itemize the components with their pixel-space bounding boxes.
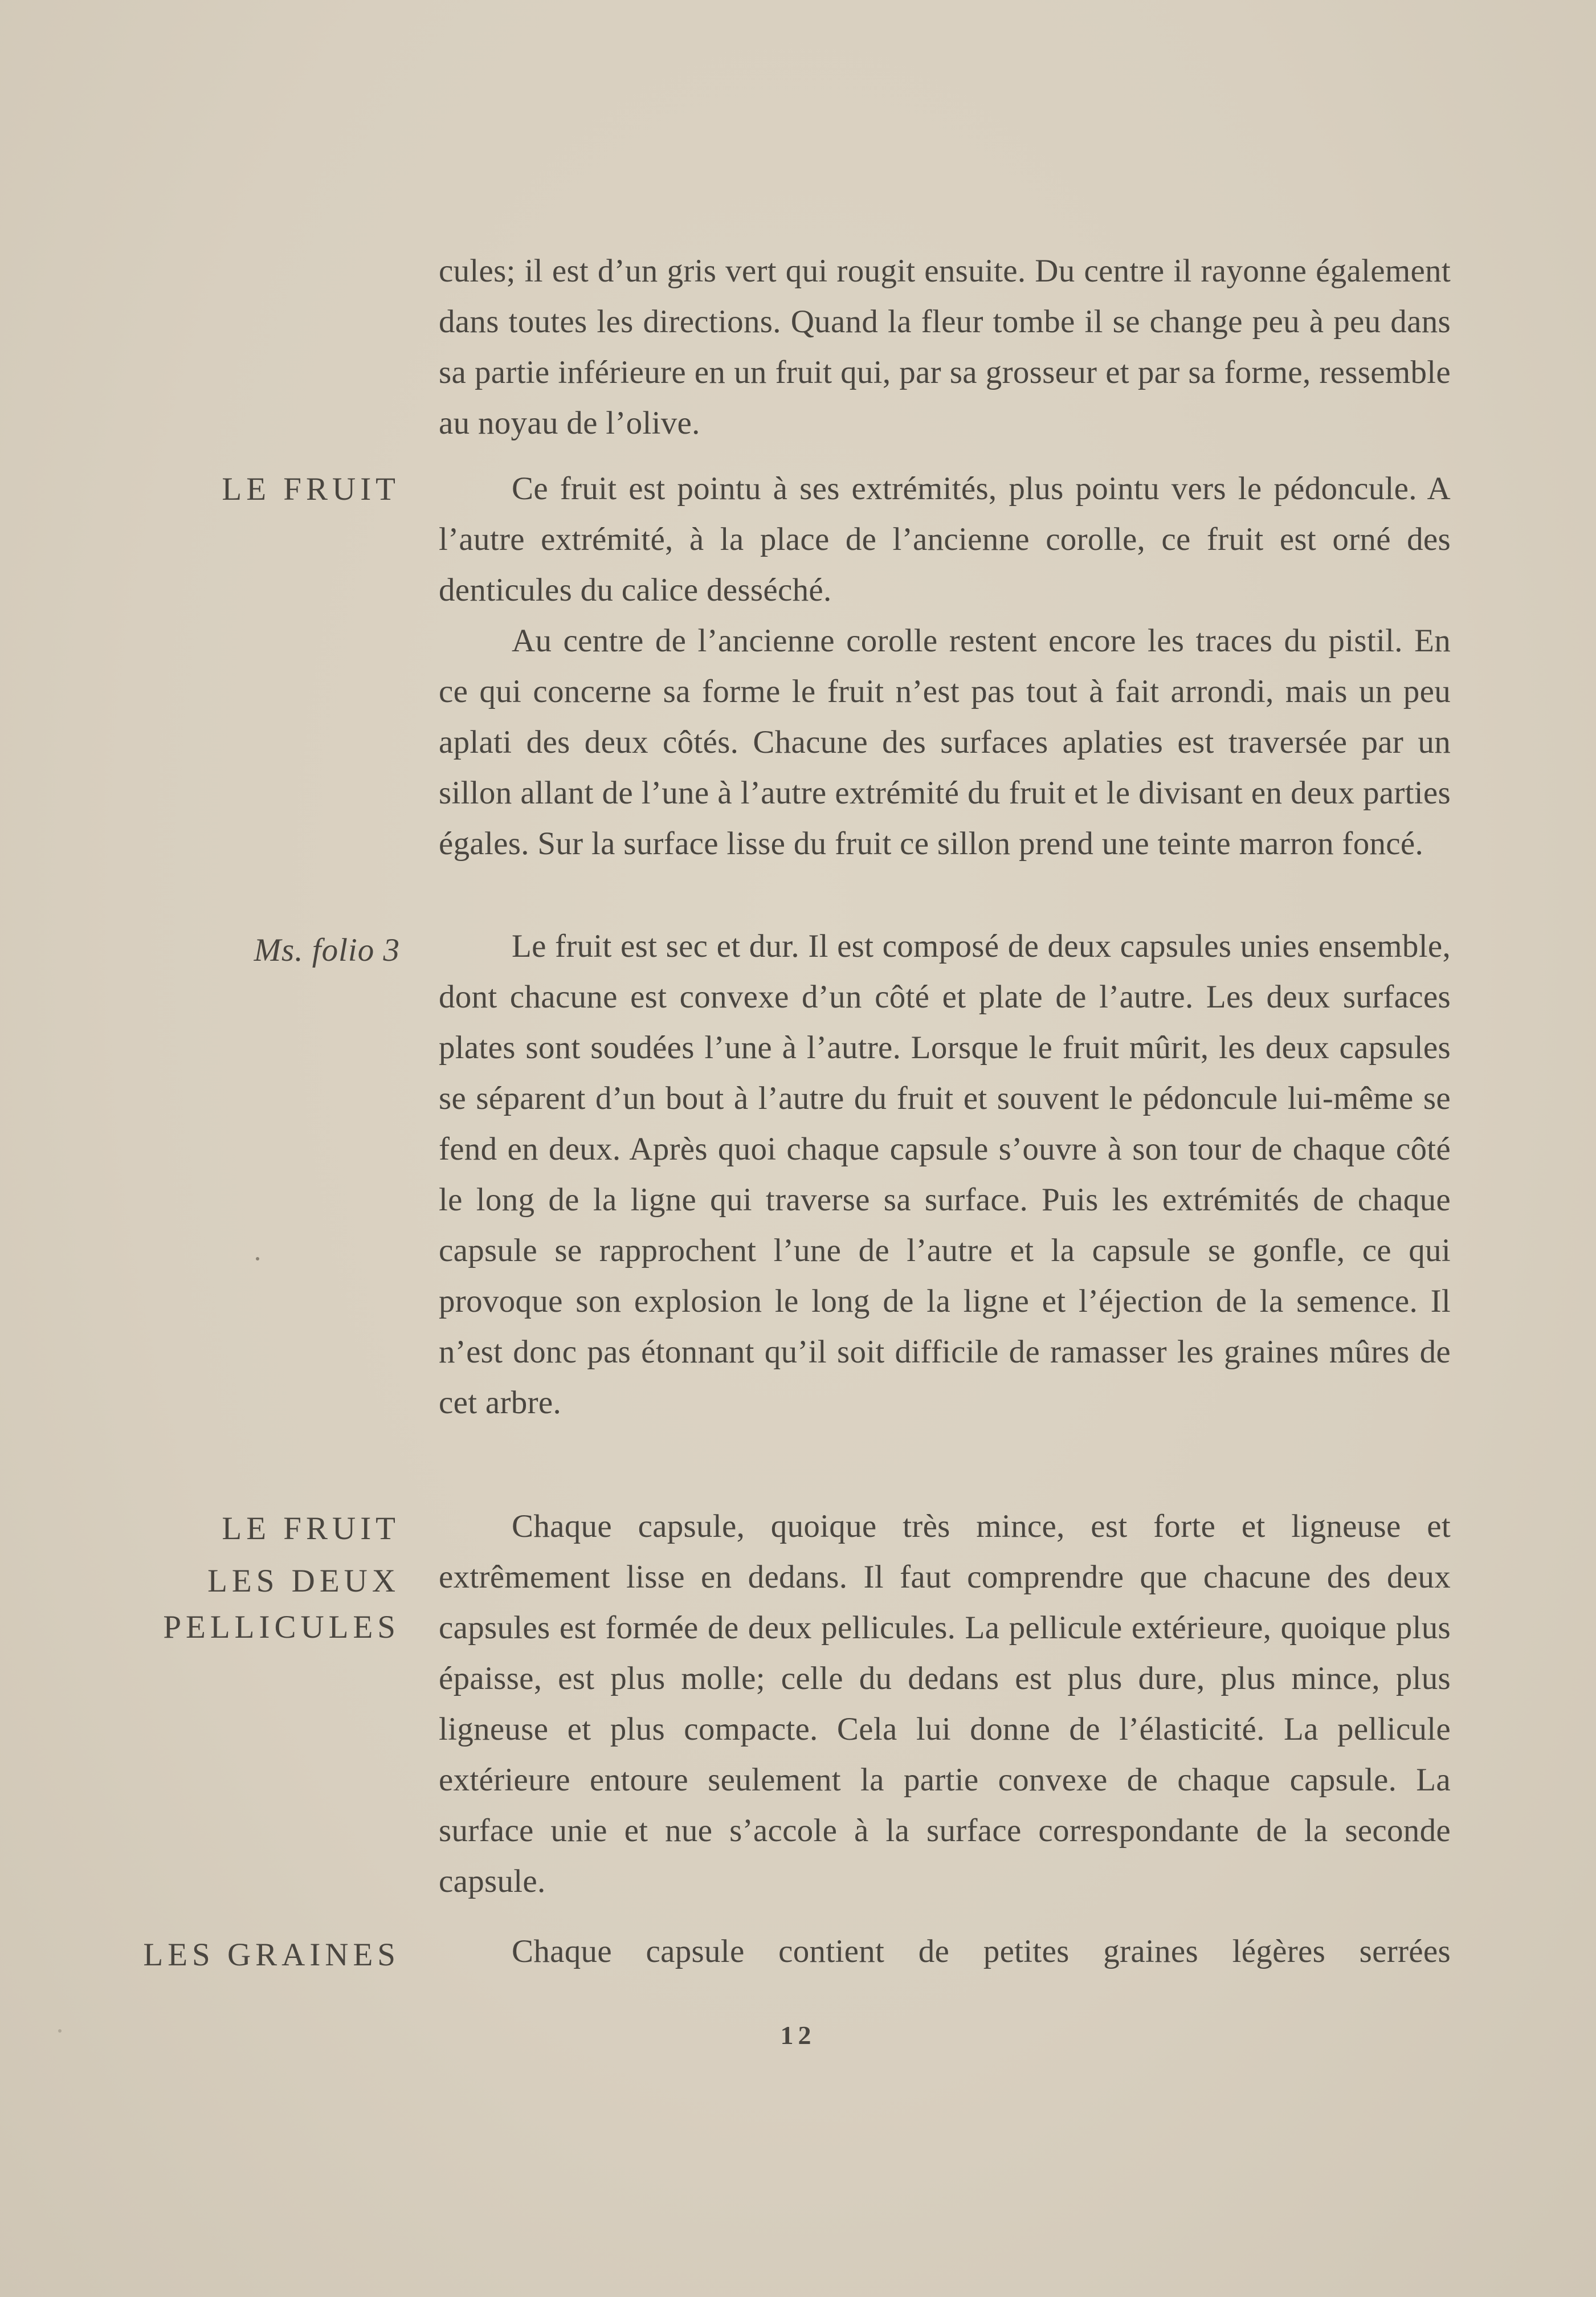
margin-note-ms-folio: Ms. folio 3	[254, 932, 400, 968]
ink-speck	[256, 1257, 259, 1260]
margin-note-le-fruit: LE FRUIT	[222, 471, 400, 507]
page-number: 12	[780, 2021, 816, 2050]
margin-note-le-fruit-2: LE FRUIT	[222, 1511, 400, 1547]
paragraph-pistil: Au centre de l’ancienne corolle restent encore les traces du pistil. En ce qui concerne sa forme le fruit n’est pas tout à fait arrondi, mais un peu aplati des deux côtés. Chacune des surfaces aplaties est traversée par un sillon allant de l’une à l’autre extrémité du fruit et le divisant en deux parties égales. Sur la surface lisse du fruit ce sillon prend une teinte marron foncé.	[439, 623, 1451, 862]
margin-note-les-graines: LES GRAINES	[143, 1937, 400, 1973]
paragraph-capsules: Le fruit est sec et dur. Il est composé de deux capsules unies ensemble, dont chacune est convexe d’un côté et plate de l’autre. Les deux surfaces plates sont soudées l’une à l’autre. Lorsque le fruit mûrit, les deux capsules se séparent d’un bout à l’autre du fruit et souvent le pédoncule lui-même se fend en deux. Après quoi chaque capsule s’ouvre à son tour de chaque côté le long de la ligne qui traverse sa surface. Puis les extrémités de chaque capsule se rapprochent l’une de l’autre et la capsule se gonfle, ce qui provoque son explosion le long de la ligne et l’éjection de la semence. Il n’est donc pas étonnant qu’il soit difficile de ramasser les graines mûres de cet arbre.	[439, 928, 1451, 1421]
paragraph-graines: Chaque capsule contient de petites graines légères serrées	[512, 1933, 1451, 1969]
margin-note-pellicules: PELLICULES	[163, 1609, 400, 1645]
margin-note-les-deux: LES DEUX	[207, 1563, 400, 1599]
paragraph-pellicules: Chaque capsule, quoique très mince, est forte et ligneuse et extrêmement lisse en dedans. Il faut comprendre que chacune des deux capsules est formée de deux pellicules. La pellicule extérieure, quoique plus épaisse, est plus molle; celle du dedans est plus dure, plus mince, plus ligneuse et plus compacte. Cela lui donne de l’élasticité. La pellicule extérieure entoure seulement la partie convexe de chaque capsule. La surface unie et nue s’accole à la surface correspondante de la seconde capsule.	[439, 1508, 1451, 1899]
paragraph-fruit-shape: Ce fruit est pointu à ses extrémités, plus pointu vers le pédoncule. A l’autre extrémité, à la place de l’ancienne corolle, ce fruit est orné des denticules du calice desséché.	[439, 471, 1451, 608]
paragraph-continuation: cules; il est d’un gris vert qui rougit ensuite. Du centre il rayonne également dans toutes les directions. Quand la fleur tombe il se change peu à peu dans sa partie inférieure en un fruit qui, par sa grosseur et par sa forme, ressemble au noyau de l’olive.	[439, 253, 1451, 441]
